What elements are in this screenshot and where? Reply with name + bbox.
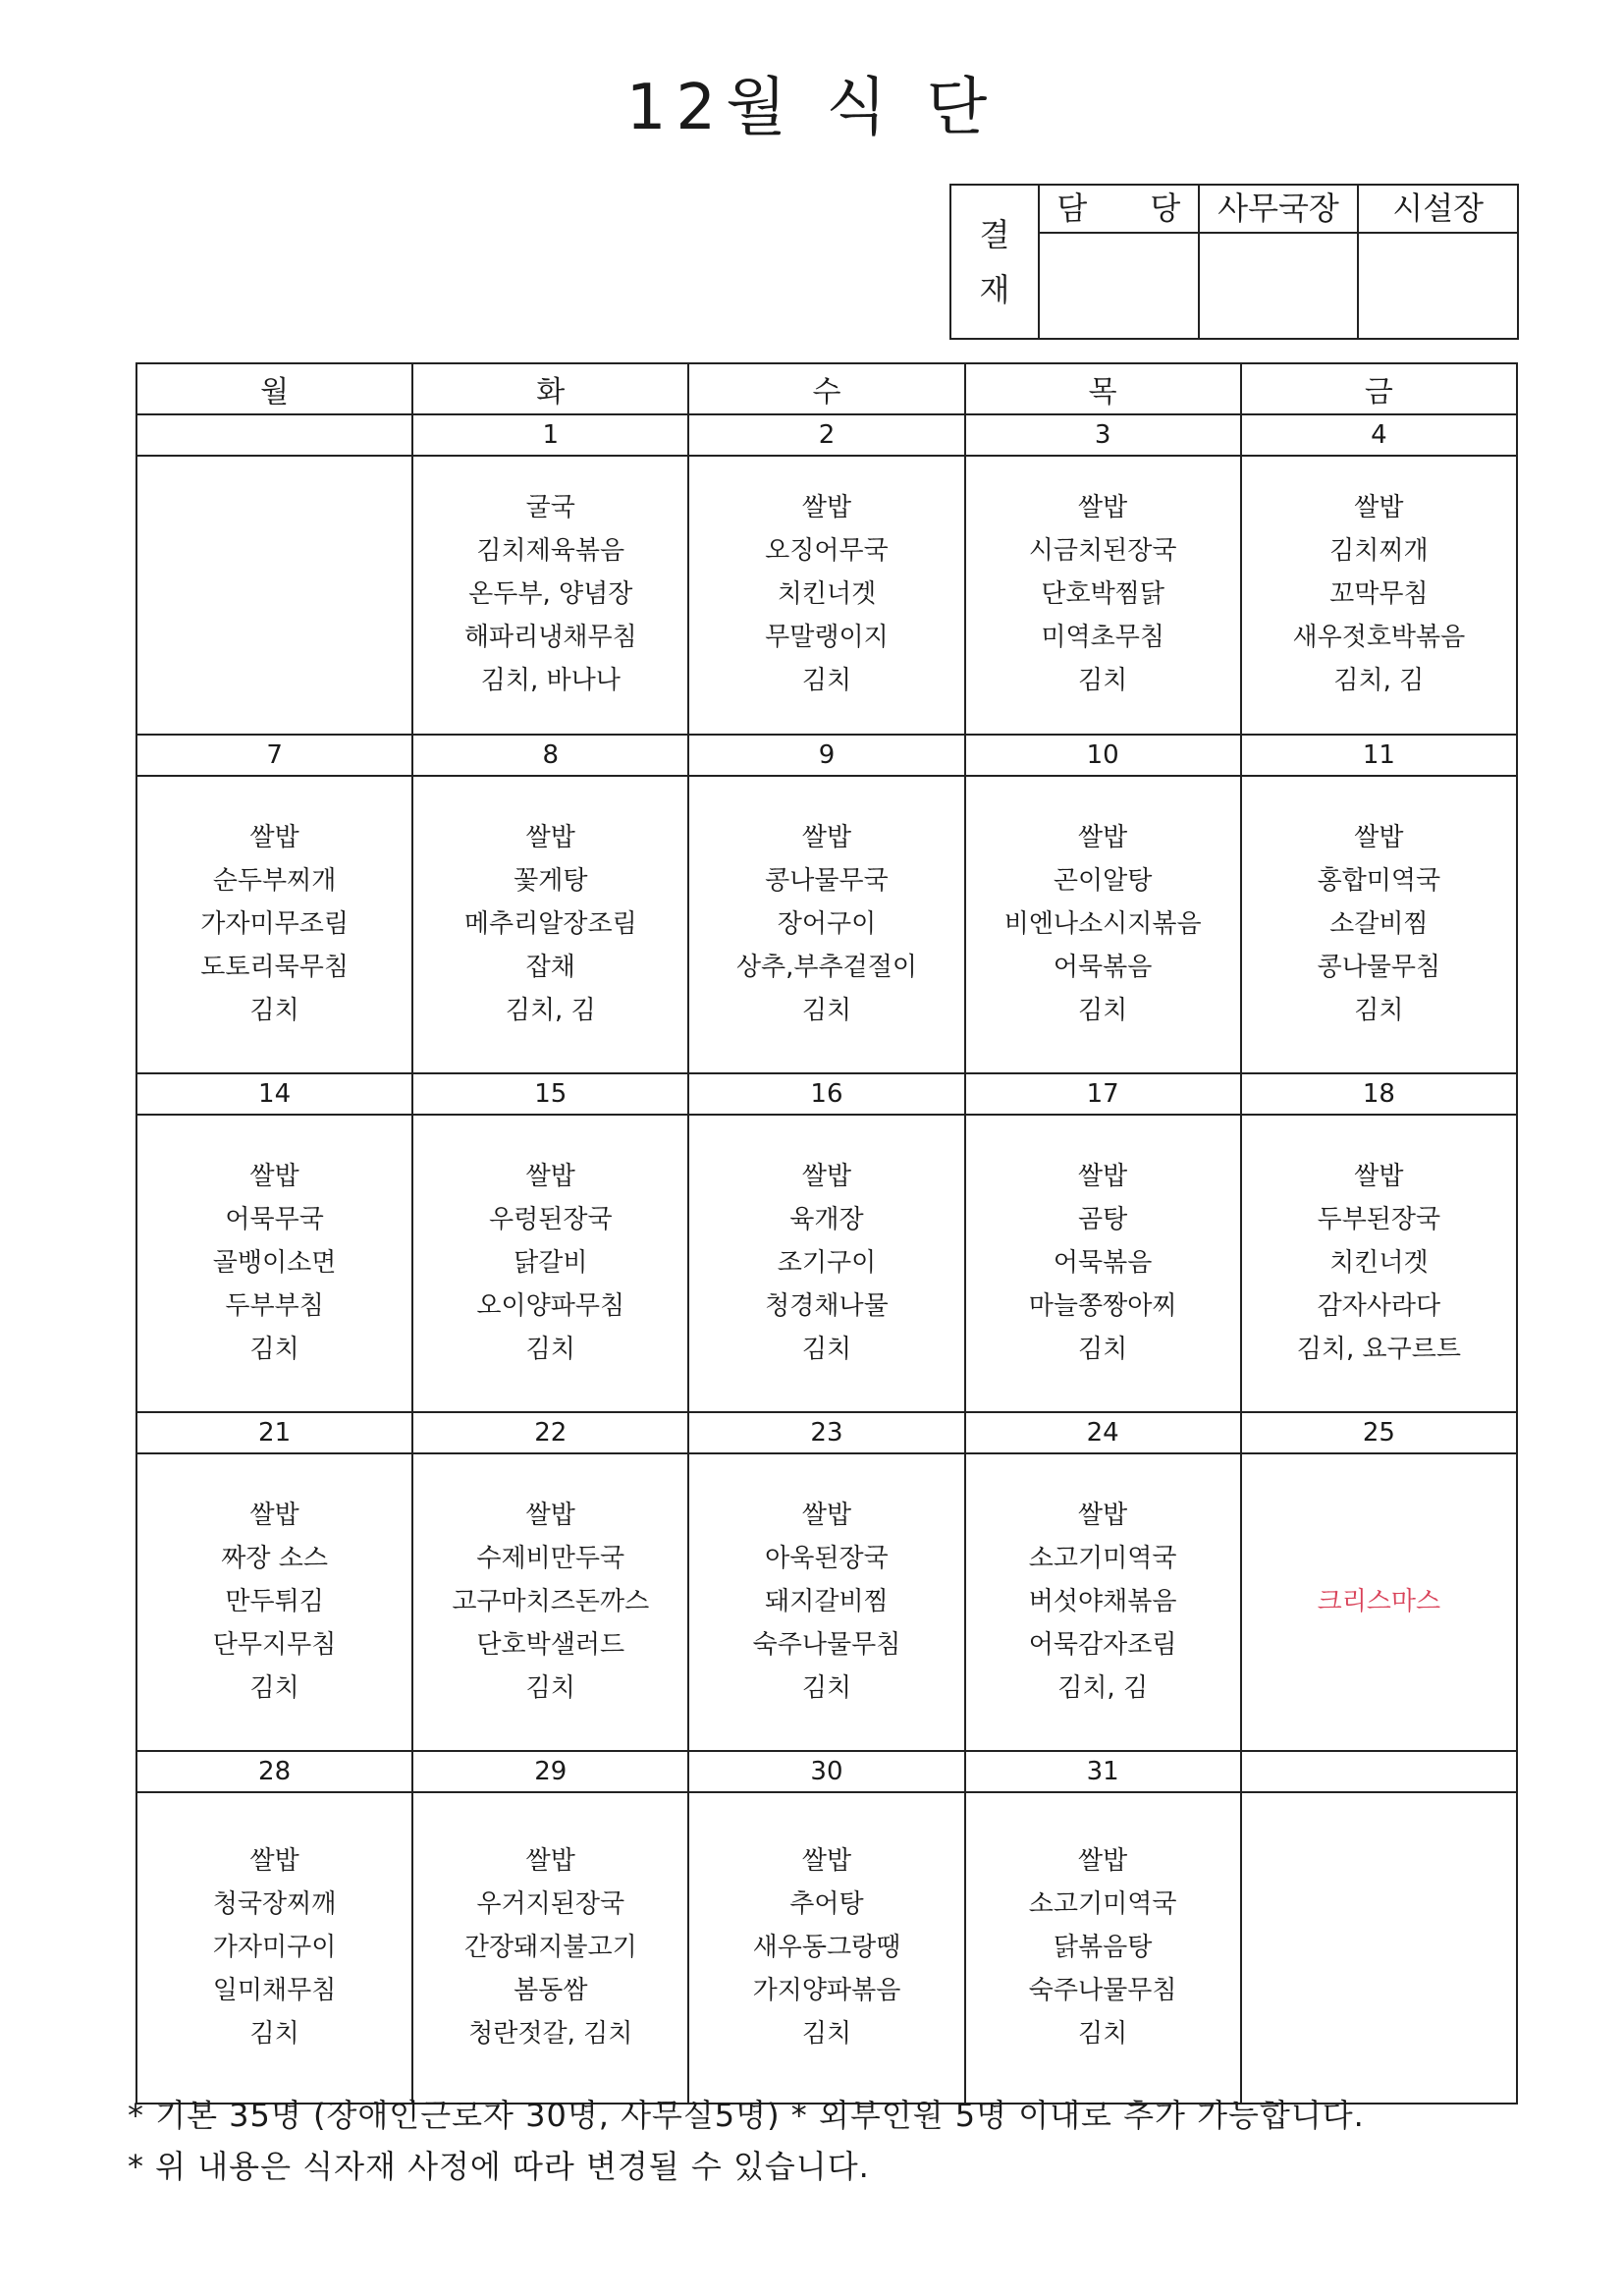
menu-cell xyxy=(136,1115,412,1412)
approval-label xyxy=(950,185,1039,339)
approval-sign-manager xyxy=(1039,233,1199,339)
menu-item: 꽃게탕 xyxy=(514,865,588,896)
holiday-label: 크리스마스 xyxy=(1317,1586,1441,1616)
menu-item: 쌀밥 xyxy=(1354,1161,1404,1191)
menu-item: 쌀밥 xyxy=(1078,822,1128,852)
menu-cell xyxy=(965,1453,1241,1751)
menu-item: 해파리냉채무침 xyxy=(463,623,637,652)
menu-cell xyxy=(412,1453,688,1751)
menu-item: 비엔나소시지볶음 xyxy=(1003,908,1202,939)
menu-item: 장어구이 xyxy=(777,908,877,939)
date-cell: 8 xyxy=(412,735,688,776)
date-cell: 9 xyxy=(688,735,964,776)
menu-item: 김치찌개 xyxy=(1329,536,1429,566)
date-cell xyxy=(1241,1751,1517,1792)
approval-sign-secretary xyxy=(1199,233,1359,339)
menu-cell xyxy=(412,776,688,1073)
date-cell: 18 xyxy=(1241,1073,1517,1115)
menu-item: 골뱅이소면 xyxy=(212,1247,337,1278)
weekday-fri: 금 xyxy=(1241,363,1517,414)
menu-cell xyxy=(1241,1453,1517,1751)
menu-item: 어묵감자조림 xyxy=(1028,1629,1177,1660)
menu-item: 쌀밥 xyxy=(1354,493,1404,522)
menu-row xyxy=(136,1115,1517,1412)
date-cell: 3 xyxy=(965,414,1241,456)
menu-item: 곤이알탕 xyxy=(1053,865,1153,896)
menu-item: 김치 xyxy=(801,2018,852,2049)
menu-item: 굴국 xyxy=(525,493,575,522)
menu-cell xyxy=(965,1792,1241,2104)
note-line: * 기본 35명 (장애인근로자 30명, 사무실5명) * 외부인원 5명 이내로 추가 가능합니다. xyxy=(128,2097,1365,2134)
menu-item: 청국장찌깨 xyxy=(212,1888,337,1919)
menu-item: 간장돼지불고기 xyxy=(463,1932,637,1962)
date-cell: 17 xyxy=(965,1073,1241,1115)
approval-col-secretary: 사무국장 xyxy=(1199,185,1359,233)
menu-item: 순두부찌개 xyxy=(212,865,337,896)
menu-row xyxy=(136,776,1517,1073)
approval-col-director: 시설장 xyxy=(1358,185,1518,233)
date-cell: 23 xyxy=(688,1412,964,1453)
menu-item: 홍합미역국 xyxy=(1317,865,1441,896)
weekday-mon: 월 xyxy=(136,363,412,414)
menu-item: 김치 xyxy=(525,1334,575,1364)
date-cell: 10 xyxy=(965,735,1241,776)
menu-item: 김치 xyxy=(249,1672,299,1703)
menu-item: 쌀밥 xyxy=(801,493,852,522)
menu-item: 쌀밥 xyxy=(1354,822,1404,852)
menu-item: 미역초무침 xyxy=(1041,623,1164,652)
weekday-tue: 화 xyxy=(412,363,688,414)
menu-item: 김치, 바나나 xyxy=(480,666,621,695)
menu-table xyxy=(135,362,1518,2105)
menu-item: 어묵무국 xyxy=(225,1204,324,1234)
menu-cell xyxy=(965,456,1241,735)
date-cell: 30 xyxy=(688,1751,964,1792)
menu-item: 김치 xyxy=(801,666,852,695)
date-cell: 24 xyxy=(965,1412,1241,1453)
menu-item: 꼬막무침 xyxy=(1329,579,1429,609)
menu-item: 쌀밥 xyxy=(801,1500,852,1530)
approval-col-manager: 담 당 xyxy=(1039,185,1199,233)
menu-item: 쌀밥 xyxy=(1078,493,1128,522)
menu-cell xyxy=(412,1792,688,2104)
menu-item: 새우젓호박볶음 xyxy=(1292,623,1466,652)
menu-cell xyxy=(412,1115,688,1412)
menu-cell xyxy=(688,456,964,735)
menu-item: 청란젓갈, 김치 xyxy=(468,2018,633,2049)
notes xyxy=(128,2090,1365,2192)
menu-item: 김치 xyxy=(249,1334,299,1364)
approval-label-top: 결 xyxy=(979,215,1010,253)
menu-item: 소고기미역국 xyxy=(1028,1543,1177,1573)
menu-item: 온두부, 양념장 xyxy=(468,579,633,609)
menu-item: 김치, 김 xyxy=(1057,1672,1149,1703)
menu-item: 가자미무조림 xyxy=(200,908,349,939)
date-cell: 7 xyxy=(136,735,412,776)
menu-cell xyxy=(136,1792,412,2104)
menu-item: 두부부침 xyxy=(225,1290,324,1321)
menu-item: 수제비만두국 xyxy=(476,1543,625,1573)
date-cell: 25 xyxy=(1241,1412,1517,1453)
menu-item: 짜장 소스 xyxy=(221,1543,328,1573)
date-row xyxy=(136,1412,1517,1453)
menu-item: 쌀밥 xyxy=(525,1161,575,1191)
approval-sign-director xyxy=(1358,233,1518,339)
menu-item: 버섯야채볶음 xyxy=(1028,1586,1177,1616)
menu-item: 어묵볶음 xyxy=(1053,1247,1153,1278)
menu-cell xyxy=(1241,776,1517,1073)
menu-item: 잡채 xyxy=(525,952,575,982)
menu-cell xyxy=(1241,456,1517,735)
menu-item: 무말랭이지 xyxy=(765,623,889,652)
note-line: * 위 내용은 식자재 사정에 따라 변경될 수 있습니다. xyxy=(128,2148,870,2185)
date-cell: 4 xyxy=(1241,414,1517,456)
menu-item: 숙주나물무침 xyxy=(1028,1975,1177,2005)
menu-cell xyxy=(965,1115,1241,1412)
menu-item: 김치 xyxy=(1078,995,1128,1025)
menu-cell xyxy=(688,776,964,1073)
menu-item: 봄동쌈 xyxy=(514,1975,588,2005)
menu-item: 쌀밥 xyxy=(801,1161,852,1191)
menu-item: 닭갈비 xyxy=(514,1247,588,1278)
menu-item: 추어탕 xyxy=(789,1888,864,1919)
menu-row xyxy=(136,1792,1517,2104)
menu-cell xyxy=(688,1453,964,1751)
menu-item: 쌀밥 xyxy=(801,1845,852,1876)
menu-item: 김치, 김 xyxy=(1333,666,1425,695)
menu-item: 단무지무침 xyxy=(212,1629,337,1660)
menu-item: 오이양파무침 xyxy=(476,1290,625,1321)
menu-item: 고구마치즈돈까스 xyxy=(452,1586,650,1616)
menu-item: 단호박찜닭 xyxy=(1041,579,1164,609)
menu-item: 조기구이 xyxy=(777,1247,877,1278)
date-row xyxy=(136,414,1517,456)
menu-item: 새우동그랑땡 xyxy=(752,1932,901,1962)
date-row xyxy=(136,1751,1517,1792)
approval-label-bottom: 재 xyxy=(979,270,1010,308)
menu-item: 쌀밥 xyxy=(1078,1500,1128,1530)
menu-item: 곰탕 xyxy=(1078,1204,1128,1234)
menu-item: 상추,부추겉절이 xyxy=(735,952,917,982)
menu-item: 만두튀김 xyxy=(225,1586,324,1616)
date-cell xyxy=(136,414,412,456)
date-cell: 14 xyxy=(136,1073,412,1115)
approval-box xyxy=(949,184,1519,340)
date-cell: 15 xyxy=(412,1073,688,1115)
menu-item: 치킨너겟 xyxy=(1329,1247,1429,1278)
menu-cell xyxy=(412,456,688,735)
menu-item: 소갈비찜 xyxy=(1329,908,1429,939)
menu-item: 콩나물무침 xyxy=(1317,952,1441,982)
date-row xyxy=(136,1073,1517,1115)
menu-item: 닭볶음탕 xyxy=(1053,1932,1153,1962)
menu-item: 쌀밥 xyxy=(249,1845,299,1876)
menu-item: 김치 xyxy=(801,1334,852,1364)
menu-item: 김치제육볶음 xyxy=(476,536,625,566)
menu-item: 감자사라다 xyxy=(1317,1290,1441,1321)
menu-item: 쌀밥 xyxy=(1078,1845,1128,1876)
date-cell: 11 xyxy=(1241,735,1517,776)
menu-cell xyxy=(136,776,412,1073)
menu-item: 쌀밥 xyxy=(249,1161,299,1191)
menu-cell xyxy=(136,1453,412,1751)
menu-item: 김치 xyxy=(801,995,852,1025)
menu-item: 김치 xyxy=(1078,666,1128,695)
menu-item: 돼지갈비찜 xyxy=(765,1586,889,1616)
menu-item: 김치, 요구르트 xyxy=(1296,1334,1461,1364)
weekday-thu: 목 xyxy=(965,363,1241,414)
menu-item: 시금치된장국 xyxy=(1028,536,1177,566)
menu-cell xyxy=(688,1115,964,1412)
date-cell: 28 xyxy=(136,1751,412,1792)
menu-item: 김치 xyxy=(249,2018,299,2049)
menu-item: 가자미구이 xyxy=(212,1932,337,1962)
menu-item: 쌀밥 xyxy=(249,822,299,852)
menu-item: 김치 xyxy=(249,995,299,1025)
menu-item: 단호박샐러드 xyxy=(476,1629,625,1660)
menu-item: 쌀밥 xyxy=(1078,1161,1128,1191)
menu-item: 아욱된장국 xyxy=(765,1543,889,1573)
menu-item: 숙주나물무침 xyxy=(752,1629,901,1660)
menu-item: 우렁된장국 xyxy=(488,1204,613,1234)
date-cell: 22 xyxy=(412,1412,688,1453)
menu-item: 육개장 xyxy=(789,1204,864,1234)
menu-item: 마늘쫑짱아찌 xyxy=(1028,1290,1177,1321)
date-cell: 29 xyxy=(412,1751,688,1792)
menu-item: 두부된장국 xyxy=(1317,1204,1441,1234)
date-cell: 1 xyxy=(412,414,688,456)
menu-item: 콩나물무국 xyxy=(765,865,889,896)
weekday-header-row xyxy=(136,363,1517,414)
menu-item: 김치, 김 xyxy=(505,995,596,1025)
menu-row xyxy=(136,1453,1517,1751)
menu-item: 쌀밥 xyxy=(525,822,575,852)
menu-cell xyxy=(1241,1115,1517,1412)
menu-cell xyxy=(1241,1792,1517,2104)
menu-item: 청경채나물 xyxy=(765,1290,889,1321)
menu-item: 김치 xyxy=(1078,1334,1128,1364)
menu-item: 쌀밥 xyxy=(249,1500,299,1530)
menu-cell xyxy=(965,776,1241,1073)
menu-item: 메추리알장조림 xyxy=(463,908,637,939)
menu-item: 어묵볶음 xyxy=(1053,952,1153,982)
menu-item: 치킨너겟 xyxy=(777,579,877,609)
menu-item: 도토리묵무침 xyxy=(200,952,349,982)
menu-item: 김치 xyxy=(525,1672,575,1703)
menu-item: 소고기미역국 xyxy=(1028,1888,1177,1919)
date-cell: 2 xyxy=(688,414,964,456)
menu-item: 일미채무침 xyxy=(212,1975,337,2005)
date-cell: 31 xyxy=(965,1751,1241,1792)
menu-item: 오징어무국 xyxy=(765,536,889,566)
date-cell: 16 xyxy=(688,1073,964,1115)
menu-item: 쌀밥 xyxy=(525,1845,575,1876)
menu-cell xyxy=(136,456,412,735)
date-cell: 21 xyxy=(136,1412,412,1453)
menu-item: 김치 xyxy=(1078,2018,1128,2049)
date-row xyxy=(136,735,1517,776)
menu-row xyxy=(136,456,1517,735)
menu-item: 우거지된장국 xyxy=(476,1888,625,1919)
weekday-wed: 수 xyxy=(688,363,964,414)
menu-item: 김치 xyxy=(1354,995,1404,1025)
menu-item: 쌀밥 xyxy=(801,822,852,852)
menu-item: 가지양파볶음 xyxy=(752,1975,901,2005)
menu-item: 쌀밥 xyxy=(525,1500,575,1530)
menu-cell xyxy=(688,1792,964,2104)
page-title: 12월 식 단 xyxy=(625,72,998,144)
menu-item: 김치 xyxy=(801,1672,852,1703)
